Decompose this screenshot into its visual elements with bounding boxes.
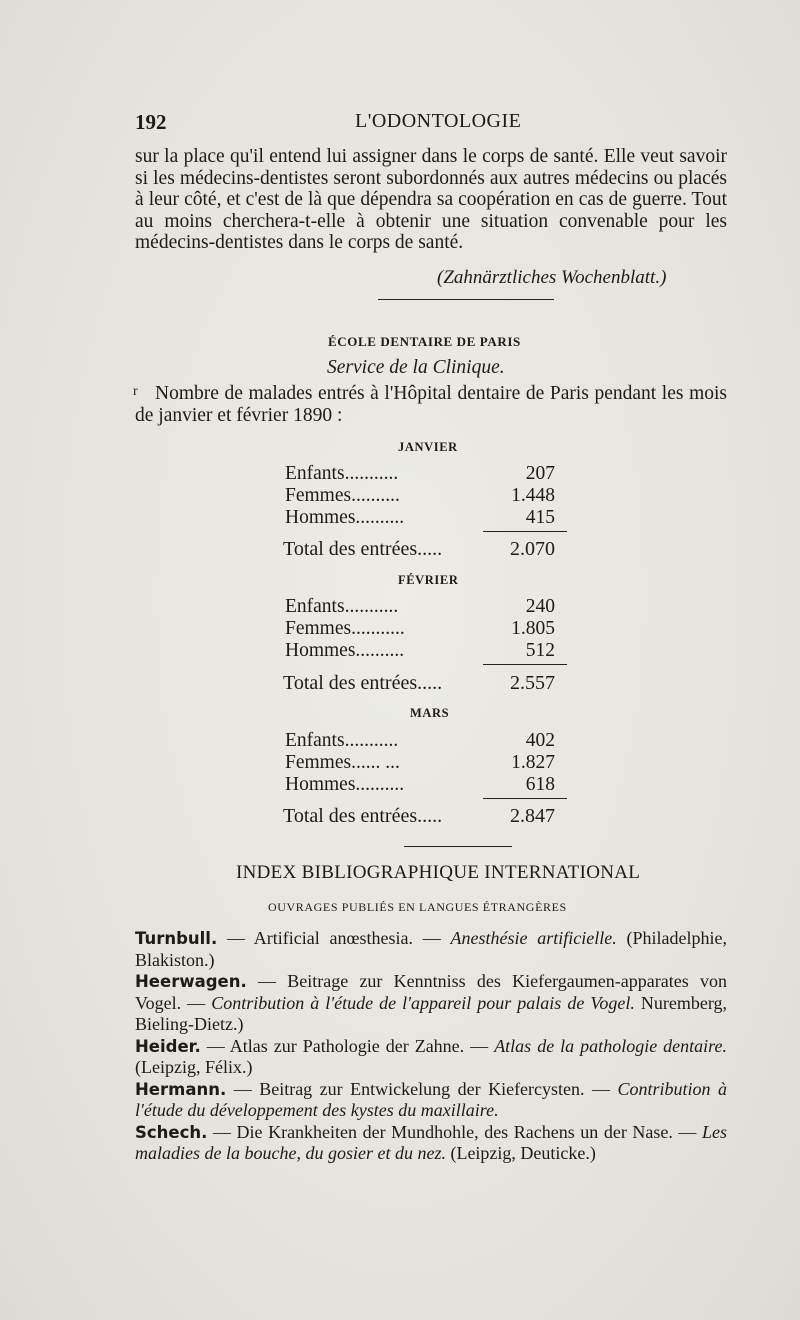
divider-rule bbox=[404, 846, 512, 847]
entry-text: — Beitrag zur Entwickelung der Kiefercysten. — bbox=[226, 1078, 618, 1099]
stat-value: 415 bbox=[525, 507, 555, 528]
entry-tail: (Leipzig, Félix.) bbox=[135, 1057, 253, 1077]
stat-row bbox=[285, 752, 555, 774]
intro-paragraph bbox=[135, 383, 727, 427]
stat-value: 207 bbox=[525, 463, 555, 484]
entry-text: — Die Krankheiten der Mundhohle, des Rachens un der Nase. — bbox=[207, 1121, 702, 1142]
bibliography-entry bbox=[135, 1122, 727, 1165]
stat-row bbox=[285, 507, 555, 529]
stat-row bbox=[285, 618, 555, 640]
stat-label: Enfants........... bbox=[285, 730, 399, 751]
total-row bbox=[283, 672, 555, 694]
stat-value: 402 bbox=[525, 730, 555, 751]
bibliography-entry bbox=[135, 1036, 727, 1079]
body-paragraph bbox=[135, 146, 727, 254]
section-subtitle: Service de la Clinique. bbox=[327, 357, 505, 378]
stat-row bbox=[285, 596, 555, 618]
sum-rule bbox=[483, 531, 567, 532]
stat-value: 618 bbox=[525, 774, 555, 795]
entry-text: — Artificial anœsthesia. — bbox=[217, 928, 451, 948]
entry-author: Heider. bbox=[135, 1036, 201, 1056]
entry-text: — Atlas zur Pathologie der Zahne. — bbox=[200, 1035, 495, 1056]
stat-label: Hommes.......... bbox=[285, 507, 405, 528]
bibliography-list bbox=[135, 928, 727, 1165]
total-row bbox=[283, 538, 555, 560]
total-label: Total des entrées..... bbox=[283, 538, 443, 560]
stat-row bbox=[285, 640, 555, 662]
section-title: ÉCOLE DENTAIRE DE PARIS bbox=[328, 334, 521, 349]
entry-french-title: Anesthésie artificielle. bbox=[450, 928, 617, 948]
paragraph-text: sur la place qu'il entend lui assigner dans le corps de santé. Elle veut savoir si les médecins-dentistes seront subordonnés aux autres médecins ou placés à leur côté, et c'est de là que dépendra sa coopération en cas de guerre. Tout au moins cherchera-t-elle à obtenir une situation convenable pour les médecins-dentistes dans le corps de santé. bbox=[135, 146, 727, 253]
entry-tail: (Philadelphie, Blakiston.) bbox=[135, 928, 727, 970]
stat-row bbox=[285, 485, 555, 507]
stat-row bbox=[285, 463, 555, 485]
index-subtitle: OUVRAGES PUBLIÉS EN LANGUES ÉTRANGÈRES bbox=[268, 900, 567, 914]
total-label: Total des entrées..... bbox=[283, 672, 443, 694]
stat-value: 1.827 bbox=[511, 752, 555, 773]
stat-value: 1.448 bbox=[511, 485, 555, 506]
page-header bbox=[135, 110, 727, 138]
entry-author: Hermann. bbox=[135, 1079, 227, 1099]
stat-value: 512 bbox=[525, 640, 555, 661]
intro-text: Nombre de malades entrés à l'Hôpital dentaire de Paris pendant les mois de janvier et février 1890 : bbox=[135, 383, 727, 426]
entry-french-title: Atlas de la pathologie dentaire. bbox=[494, 1035, 727, 1056]
stat-label: Enfants........... bbox=[285, 463, 399, 484]
stat-label: Femmes.......... bbox=[285, 485, 400, 506]
divider-rule bbox=[378, 299, 554, 300]
entry-french-title: Contribution à l'étude du développement des kystes du maxillaire. bbox=[135, 1078, 728, 1120]
sum-rule bbox=[483, 798, 567, 799]
entry-author: Turnbull. bbox=[135, 929, 218, 948]
sum-rule bbox=[483, 664, 567, 665]
bibliography-entry bbox=[135, 1079, 727, 1122]
entry-french-title: Contribution à l'étude de l'appareil pour palais de Vogel. bbox=[211, 992, 635, 1013]
total-value: 2.070 bbox=[510, 538, 555, 560]
intro-mark: r bbox=[133, 384, 138, 399]
stat-label: Femmes...... ... bbox=[285, 752, 400, 773]
source-citation: (Zahnärztliches Wochenblatt.) bbox=[437, 267, 667, 288]
stat-value: 1.805 bbox=[511, 618, 555, 639]
month-heading: MARS bbox=[410, 706, 450, 720]
month-heading: JANVIER bbox=[398, 440, 458, 454]
entry-text: — Beitrage zur Kenntniss des Kiefergaumen-apparates von Vogel. — bbox=[135, 971, 727, 1013]
index-title: INDEX BIBLIOGRAPHIQUE INTERNATIONAL bbox=[236, 862, 641, 883]
stat-value: 240 bbox=[525, 596, 555, 617]
total-value: 2.557 bbox=[510, 672, 555, 694]
bibliography-entry bbox=[135, 971, 727, 1036]
entry-author: Schech. bbox=[135, 1122, 208, 1142]
entry-french-title: Les maladies de la bouche, du gosier et du nez. bbox=[135, 1121, 727, 1163]
stat-label: Hommes.......... bbox=[285, 774, 405, 795]
stat-label: Femmes........... bbox=[285, 618, 405, 639]
stat-row bbox=[285, 774, 555, 796]
total-label: Total des entrées..... bbox=[283, 805, 443, 827]
running-title: L'ODONTOLOGIE bbox=[355, 110, 522, 132]
entry-tail: Nuremberg, Bieling-Dietz.) bbox=[135, 992, 727, 1034]
month-heading: FÉVRIER bbox=[398, 573, 459, 587]
stat-row bbox=[285, 730, 555, 752]
stat-label: Enfants........... bbox=[285, 596, 399, 617]
total-row bbox=[283, 805, 555, 827]
entry-author: Heerwagen. bbox=[135, 972, 247, 991]
total-value: 2.847 bbox=[510, 805, 555, 827]
page-number: 192 bbox=[135, 110, 167, 134]
stat-label: Hommes.......... bbox=[285, 640, 405, 661]
bibliography-entry bbox=[135, 928, 727, 971]
entry-tail: (Leipzig, Deuticke.) bbox=[445, 1143, 596, 1163]
